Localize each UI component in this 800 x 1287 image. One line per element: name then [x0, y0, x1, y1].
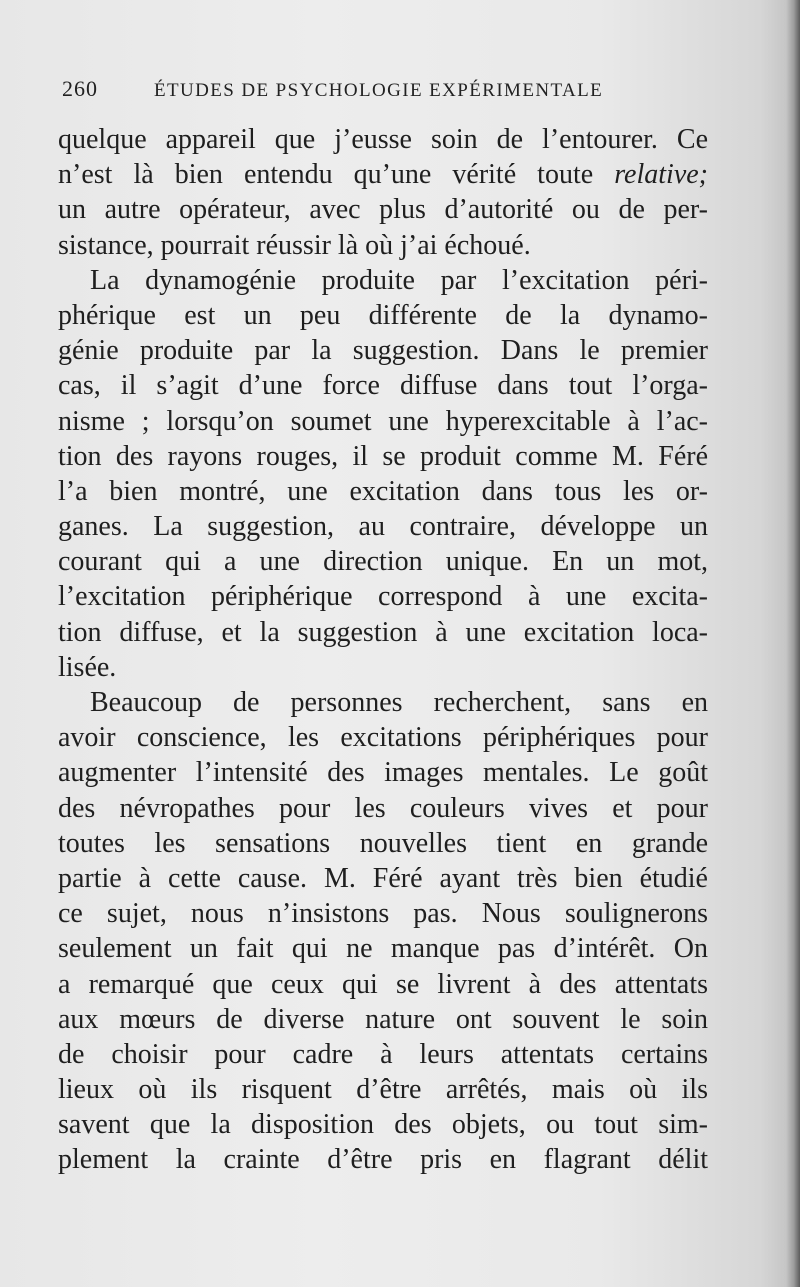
text-line: l’excitation périphérique correspond à une excita-: [58, 581, 708, 613]
text-line: seulement un fait qui ne manque pas d’intérêt. On: [58, 933, 708, 965]
text-line: ganes. La suggestion, au contraire, développe un: [58, 511, 708, 543]
page-edge-shadow: [786, 0, 800, 1287]
paragraph-start-line: La dynamogénie produite par l’excitation péri-: [90, 264, 708, 296]
text-line: de choisir pour cadre à leurs attentats certains: [58, 1038, 708, 1070]
body-text: [58, 122, 708, 1178]
text-line: un autre opérateur, avec plus d’autorité ou de per-: [58, 194, 708, 226]
text-line: quelque appareil que j’eusse soin de l’entourer. Ce: [58, 124, 708, 155]
text-line: savent que la disposition des objets, ou tout sim-: [58, 1109, 708, 1141]
text-segment: n’est là bien entendu qu’une vérité toute: [58, 159, 594, 191]
text-line: lisée.: [58, 651, 117, 683]
text-line: lieux où ils risquent d’être arrêtés, mais où ils: [58, 1074, 708, 1106]
text-line: l’a bien montré, une excitation dans tous les or-: [58, 475, 708, 507]
text-line: sistance, pourrait réussir là où j’ai échoué.: [58, 229, 531, 261]
paragraph-start-line: Beaucoup de personnes recherchent, sans en: [90, 687, 708, 718]
text-line: avoir conscience, les excitations périphériques pour: [58, 722, 708, 754]
text-line: génie produite par la suggestion. Dans le premier: [58, 335, 708, 367]
text-line: ce sujet, nous n’insistons pas. Nous soulignerons: [58, 898, 708, 930]
running-head: [62, 76, 702, 106]
text-line: toutes les sensations nouvelles tient en grande: [58, 827, 708, 859]
running-title: ÉTUDES DE PSYCHOLOGIE EXPÉRIMENTALE: [154, 80, 604, 101]
text-line: courant qui a une direction unique. En un mot,: [58, 546, 708, 578]
page-number: 260: [62, 76, 98, 101]
italic-word: relative;: [614, 159, 708, 191]
text-line: tion diffuse, et la suggestion à une excitation loca-: [58, 616, 708, 648]
text-line: nisme ; lorsqu’on soumet une hyperexcitable à l’ac-: [58, 405, 708, 437]
text-line: tion des rayons rouges, il se produit comme M. Féré: [58, 440, 708, 472]
text-line: partie à cette cause. M. Féré ayant très bien étudié: [58, 862, 708, 894]
text-line: des névropathes pour les couleurs vives et pour: [58, 792, 708, 824]
text-line: phérique est un peu différente de la dynamo-: [58, 299, 708, 331]
text-line: aux mœurs de diverse nature ont souvent le soin: [58, 1003, 708, 1035]
text-line: plement la crainte d’être pris en flagrant délit: [58, 1144, 708, 1176]
text-line: a remarqué que ceux qui se livrent à des attentats: [58, 968, 708, 1000]
text-line: [58, 157, 708, 192]
text-line: augmenter l’intensité des images mentales. Le goût: [58, 757, 708, 789]
text-line: cas, il s’agit d’une force diffuse dans tout l’orga-: [58, 370, 708, 402]
